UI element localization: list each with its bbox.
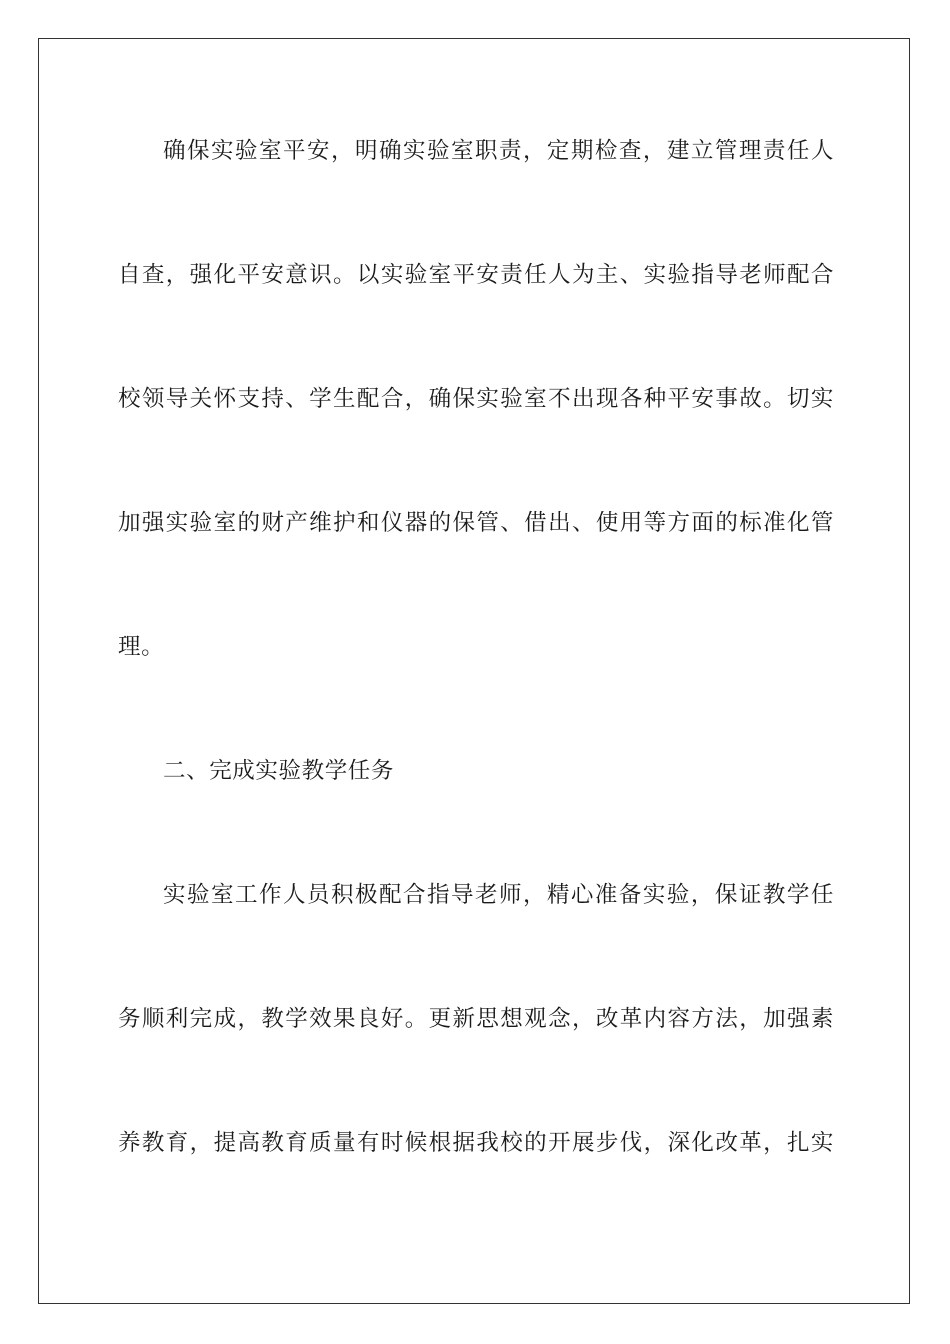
- paragraph-line: 加强实验室的财产维护和仪器的保管、借出、使用等方面的标准化管: [118, 510, 834, 536]
- paragraph-line: 确保实验室平安，明确实验室职责，定期检查，建立管理责任人: [163, 138, 834, 164]
- page-frame: [38, 38, 910, 1304]
- paragraph-line: 务顺利完成，教学效果良好。更新思想观念，改革内容方法，加强素: [118, 1006, 834, 1032]
- paragraph-line: 理。: [118, 634, 165, 660]
- section-heading: 二、完成实验教学任务: [163, 758, 395, 784]
- paragraph-line: 自查，强化平安意识。以实验室平安责任人为主、实验指导老师配合: [118, 262, 834, 288]
- paragraph-line: 养教育，提高教育质量有时候根据我校的开展步伐，深化改革，扎实: [118, 1130, 834, 1156]
- paragraph-line: 校领导关怀支持、学生配合，确保实验室不出现各种平安事故。切实: [118, 386, 834, 412]
- paragraph-line: 实验室工作人员积极配合指导老师，精心准备实验，保证教学任: [163, 882, 834, 908]
